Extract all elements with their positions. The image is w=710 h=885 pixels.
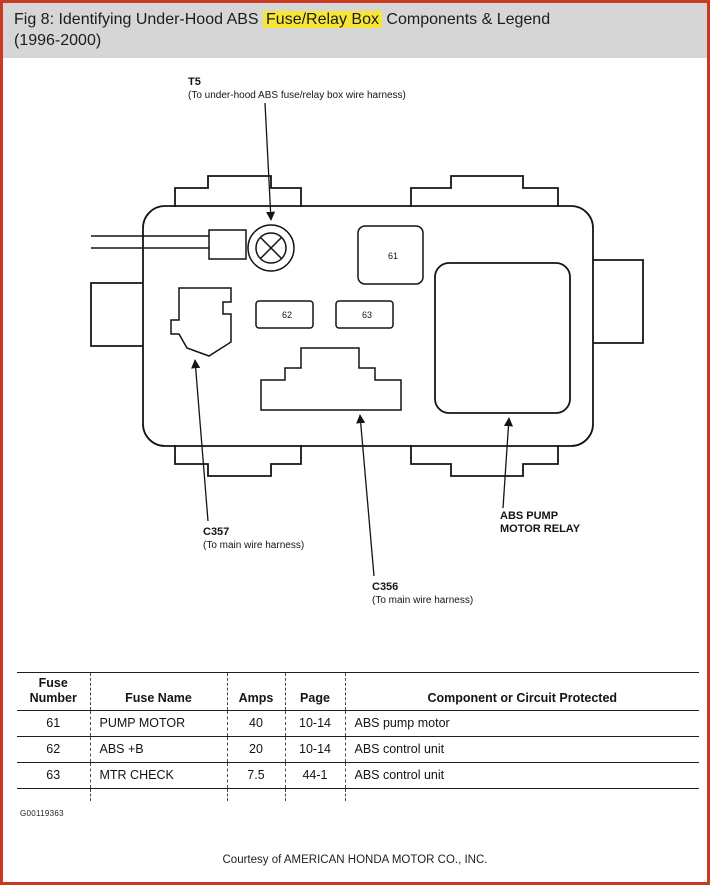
col-header-component: Component or Circuit Protected [345, 673, 699, 711]
table-row-fuse-63 [17, 763, 699, 789]
t5-callout-arrow [265, 103, 271, 220]
fuse-box-diagram [3, 58, 710, 644]
c357-label: C357 [203, 526, 230, 538]
cell-amps: 20 [227, 737, 285, 763]
right-mount-tab [593, 260, 643, 343]
figure-title-years: (1996-2000) [14, 32, 102, 49]
fuse-legend-table [17, 672, 699, 801]
c356-description: (To main wire harness) [372, 595, 474, 606]
cell-component: ABS control unit [345, 763, 699, 789]
figure-title-bar [3, 3, 707, 58]
c356-callout-arrow [360, 415, 374, 576]
col-header-fuse-number [17, 673, 90, 711]
bottom-tab-left [175, 445, 301, 476]
legend-header-row [17, 673, 699, 711]
t5-label: T5 [188, 76, 201, 88]
abs-pump-motor-relay-outline [435, 263, 570, 413]
table-rule-stub-row [17, 789, 699, 801]
table-row-fuse-62 [17, 737, 699, 763]
fuse-63-label: 63 [361, 310, 373, 320]
top-tab-left [175, 176, 301, 207]
col-header-fuse-number-line2: Number [29, 691, 77, 705]
title-text-post: Components & Legend [381, 11, 551, 28]
fuse-62-label: 62 [281, 310, 293, 320]
figure-code: G00119363 [20, 808, 64, 818]
cell-component: ABS control unit [345, 737, 699, 763]
bottom-tab-right [411, 445, 558, 476]
table-row-fuse-61 [17, 711, 699, 737]
top-tab-right [411, 176, 558, 207]
cell-page: 10-14 [285, 737, 345, 763]
col-header-fuse-name: Fuse Name [90, 673, 227, 711]
courtesy-footer: Courtesy of AMERICAN HONDA MOTOR CO., INC. [222, 854, 488, 866]
title-text-pre: Fig 8: Identifying Under-Hood ABS [14, 11, 264, 28]
title-highlight: Fuse/Relay Box [263, 11, 382, 28]
cell-page: 10-14 [285, 711, 345, 737]
cell-page: 44-1 [285, 763, 345, 789]
col-header-amps: Amps [227, 673, 285, 711]
left-mount-tab [91, 283, 143, 346]
t5-description: (To under-hood ABS fuse/relay box wire harness) [188, 90, 406, 101]
fuse-61-label: 61 [387, 251, 399, 261]
cell-fuse-number: 62 [17, 737, 90, 763]
cell-fuse-number: 61 [17, 711, 90, 737]
c357-description: (To main wire harness) [203, 540, 305, 551]
cell-fuse-name: MTR CHECK [90, 763, 227, 789]
figure-title-line1 [14, 9, 696, 30]
col-header-fuse-number-line1: Fuse [38, 676, 68, 690]
relay-callout-arrow [503, 418, 509, 508]
cell-component: ABS pump motor [345, 711, 699, 737]
cell-fuse-number: 63 [17, 763, 90, 789]
cell-amps: 40 [227, 711, 285, 737]
c356-label: C356 [372, 581, 399, 593]
c356-connector-outline [261, 348, 401, 410]
relay-label-line1: ABS PUMP [500, 510, 559, 522]
c357-callout-arrow [195, 360, 208, 521]
col-header-page: Page [285, 673, 345, 711]
cell-fuse-name: PUMP MOTOR [90, 711, 227, 737]
cell-amps: 7.5 [227, 763, 285, 789]
cell-fuse-name: ABS +B [90, 737, 227, 763]
c357-connector-outline [171, 288, 231, 356]
relay-label-line2: MOTOR RELAY [500, 523, 581, 535]
harness-ferrule [209, 230, 246, 259]
